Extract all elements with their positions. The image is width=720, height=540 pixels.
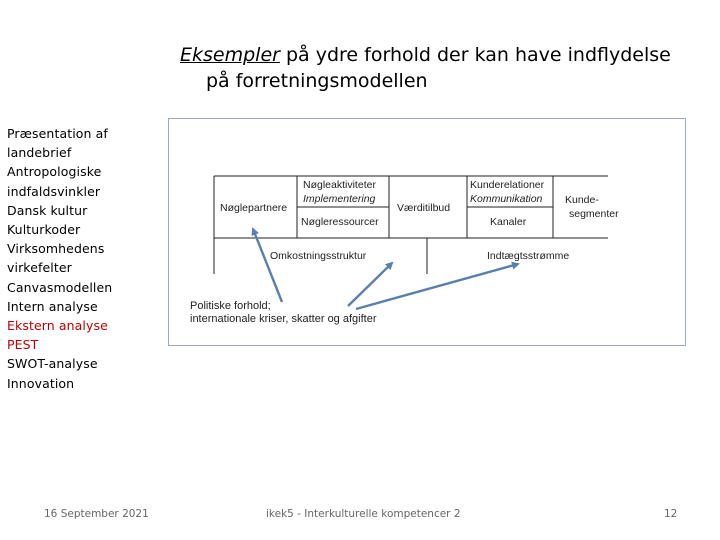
sidebar-item: Innovation	[7, 375, 75, 391]
canvas-cost-structure: Omkostningsstruktur	[270, 250, 367, 262]
sidebar-item: Dansk kultur	[7, 202, 88, 218]
footer-date: 16 September 2021	[44, 508, 149, 520]
footer-course: ikek5 - Interkulturelle kompetencer 2	[266, 508, 461, 520]
sidebar-item: Præsentation af	[7, 126, 108, 141]
footer-page-number: 12	[664, 508, 678, 520]
sidebar-item: Intern analyse	[7, 298, 98, 314]
sidebar-item-highlighted: PEST	[7, 337, 39, 353]
caption-line: Politiske forhold;	[190, 300, 271, 312]
canvas-customer-relations: Kunderelationer	[470, 179, 545, 191]
sidebar-item: Canvasmodellen	[7, 279, 113, 295]
slide-title-line2: på forretningsmodellen	[206, 70, 428, 92]
sidebar-item: Kulturkoder	[7, 222, 81, 238]
slide-title-rest: på ydre forhold der kan have indflydelse	[279, 44, 671, 66]
canvas-customer-segments-1: Kunde-	[565, 194, 599, 206]
sidebar-item: virkefelter	[7, 260, 72, 276]
slide-title	[180, 42, 710, 94]
sidebar-item: Virksomhedens	[7, 241, 105, 257]
sidebar-item-highlighted: Ekstern analyse	[7, 318, 108, 334]
canvas-communication: Kommunikation	[470, 193, 543, 205]
sidebar-topic-list	[7, 124, 157, 393]
caption-line: internationale kriser, skatter og afgifter	[190, 313, 377, 325]
slide-title-emphasis: Eksempler	[180, 44, 280, 66]
canvas-key-partners: Nøglepartnere	[220, 202, 288, 214]
canvas-revenue-streams: Indtægtsstrømme	[487, 250, 570, 262]
sidebar-item: Antropologiske	[7, 164, 102, 180]
sidebar-item: SWOT-analyse	[7, 356, 98, 372]
canvas-customer-segments-2: segmenter	[569, 208, 619, 220]
canvas-implementation: Implementering	[303, 193, 376, 205]
sidebar-item: indfaldsvinkler	[7, 183, 101, 199]
canvas-value-proposition: Værditilbud	[397, 202, 451, 214]
canvas-channels: Kanaler	[490, 216, 527, 228]
sidebar-item: landebrief	[7, 145, 72, 161]
figure-caption	[190, 300, 376, 326]
canvas-key-resources: Nøgleressourcer	[301, 216, 379, 228]
canvas-key-activities: Nøgleaktiviteter	[303, 179, 376, 191]
